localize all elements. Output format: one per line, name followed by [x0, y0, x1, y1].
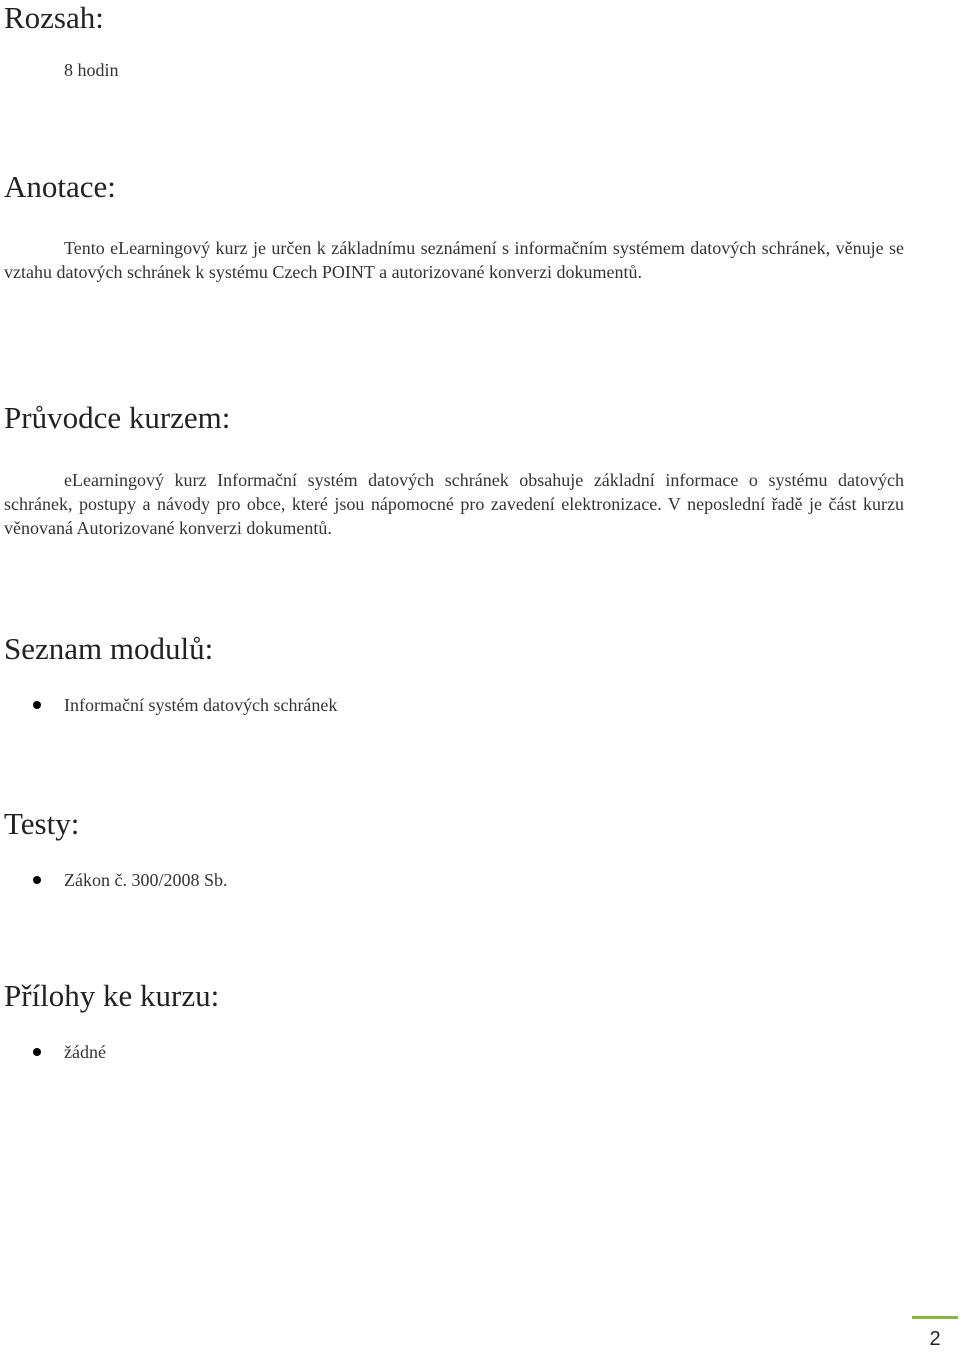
bullet-icon — [33, 1048, 41, 1056]
bullet-icon — [33, 876, 41, 884]
pruvodce-paragraph: eLearningový kurz Informační systém datových schránek obsahuje základní informace o systému datových schránek, postupy a návody pro obce, které jsou nápomocné pro zavedení elektronizace. V neposlední řadě je část kurzu věnovaná Autorizované konverzi dokumentů. — [4, 470, 904, 538]
module-list-item — [0, 693, 900, 717]
page-number-badge — [912, 1316, 958, 1365]
module-item-label: Informační systém datových schránek — [64, 695, 338, 715]
section-heading-prilohy: Přílohy ke kurzu: — [4, 978, 220, 1013]
section-heading-moduly: Seznam modulů: — [4, 631, 214, 666]
test-item-label: Zákon č. 300/2008 Sb. — [64, 870, 228, 890]
section-heading-rozsah: Rozsah: — [4, 0, 104, 35]
test-list-item — [0, 868, 900, 892]
bullet-icon — [33, 701, 41, 709]
section-heading-anotace: Anotace: — [4, 169, 116, 204]
section-heading-pruvodce: Průvodce kurzem: — [4, 400, 231, 435]
page-number: 2 — [929, 1328, 941, 1350]
section-heading-testy: Testy: — [4, 806, 80, 841]
attachment-item-label: žádné — [64, 1042, 106, 1062]
attachment-list-item — [0, 1040, 900, 1064]
anotace-paragraph: Tento eLearningový kurz je určen k základnímu seznámení s informačním systémem datových schránek, věnuje se vztahu datových schránek k systému Czech POINT a autorizované konverzi dokumentů. — [4, 238, 904, 282]
rozsah-value: 8 hodin — [64, 60, 119, 80]
